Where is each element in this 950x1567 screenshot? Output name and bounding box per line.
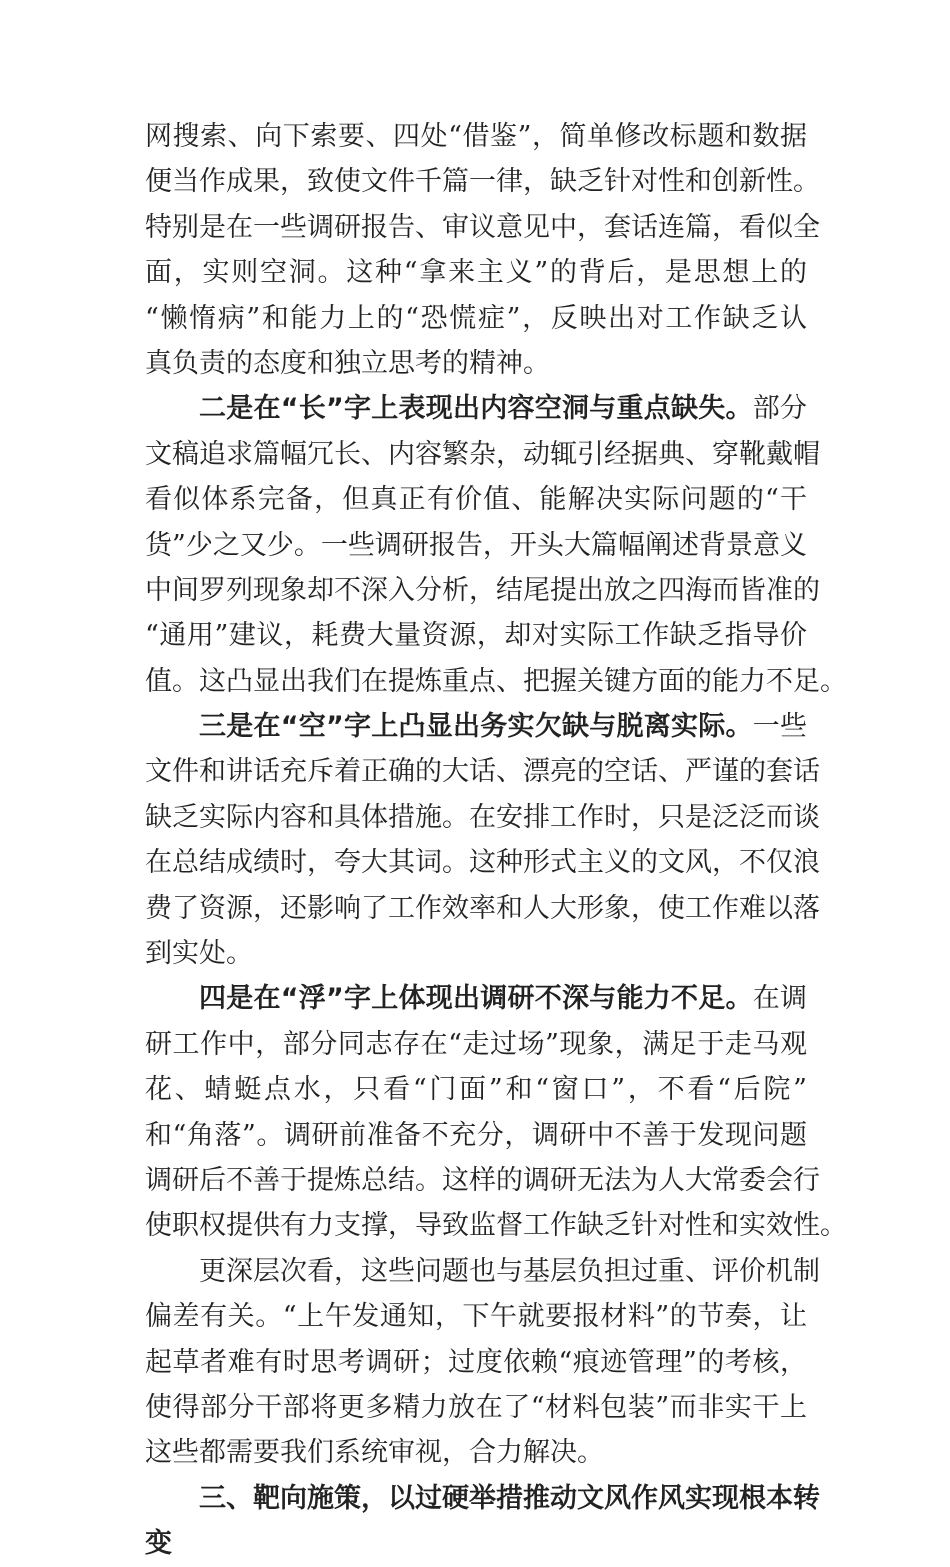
paragraph-continuation [145,114,820,386]
text-line: “通用”建议，耗费大量资源，却对实际工作缺乏指导价 [145,620,807,652]
text-line: 特别是在一些调研报告、审议意见中，套话连篇，看似全 [145,211,820,243]
text-line: 网搜索、向下索要、四处“借鉴”，简单修改标题和数据 [145,121,807,152]
text-line: 起草者难有时思考调研；过度依赖“痕迹管理”的考核， [145,1346,807,1378]
text-line: 这些都需要我们系统审视，合力解决。 [145,1437,604,1469]
text-line: 便当作成果，致使文件千篇一律，缺乏针对性和创新性。 [145,166,820,198]
text-line: 看似体系完备，但真正有价值、能解决实际问题的“干 [145,484,807,516]
point-first-rest: 部分 [752,393,807,425]
text-line: 使得部分干部将更多精力放在了“材料包装”而非实干上 [145,1391,807,1423]
text-line [145,386,807,431]
text-line: 在总结成绩时，夸大其词。这种形式主义的文风，不仅浪 [145,847,820,879]
text-line: 费了资源，还影响了工作效率和人大形象，使工作难以落 [145,892,820,924]
text-line: 文件和讲话充斥着正确的大话、漂亮的空话、严谨的套话 [145,756,820,788]
paragraph-point-three [145,704,820,976]
text-line: 真负责的态度和独立思考的精神。 [145,347,550,379]
paragraph-point-four [145,976,847,1248]
text-line: 面，实则空洞。这种“拿来主义”的背后，是思想上的 [145,257,807,289]
document-page [145,114,847,1567]
heading-line: 变 [145,1528,172,1560]
text-line: 更深层次看，这些问题也与基层负担过重、评价机制 [199,1255,820,1287]
text-line: 和“角落”。调研前准备不充分，调研中不善于发现问题 [145,1119,807,1151]
point-lead: 四是在“浮”字上体现出调研不深与能力不足。 [199,983,753,1015]
heading-line: 三、靶向施策，以过硬举措推动文风作风实现根本转 [199,1482,820,1514]
text-line: 中间罗列现象却不深入分析，结尾提出放之四海而皆准的 [145,574,820,606]
point-first-rest: 在调 [752,983,807,1015]
point-lead: 三是在“空”字上凸显出务实欠缺与脱离实际。 [199,711,753,743]
text-line: 花、蜻蜓点水，只看“门面”和“窗口”，不看“后院” [145,1074,807,1106]
point-first-rest: 一些 [752,711,807,743]
text-line: 偏差有关。“上午发通知，下午就要报材料”的节奏，让 [145,1301,807,1333]
text-line: 使职权提供有力支撑，导致监督工作缺乏针对性和实效性。 [145,1210,847,1242]
text-line [145,976,807,1021]
text-line: 调研后不善于提炼总结。这样的调研无法为人大常委会行 [145,1164,820,1196]
text-line: 到实处。 [145,938,253,970]
paragraph-point-two [145,386,847,704]
section-heading [145,1476,820,1567]
paragraph-deeper-analysis [145,1249,820,1476]
text-line: 值。这凸显出我们在提炼重点、把握关键方面的能力不足。 [145,665,847,697]
text-line: 货”少之又少。一些调研报告，开头大篇幅阐述背景意义 [145,529,807,561]
point-lead: 二是在“长”字上表现出内容空洞与重点缺失。 [199,393,753,425]
text-line [145,704,807,749]
text-line: 研工作中，部分同志存在“走过场”现象，满足于走马观 [145,1028,807,1060]
text-line: 缺乏实际内容和具体措施。在安排工作时，只是泛泛而谈 [145,801,820,833]
text-line: “懒惰病”和能力上的“恐慌症”，反映出对工作缺乏认 [145,302,807,334]
text-line: 文稿追求篇幅冗长、内容繁杂，动辄引经据典、穿靴戴帽 [145,438,820,470]
